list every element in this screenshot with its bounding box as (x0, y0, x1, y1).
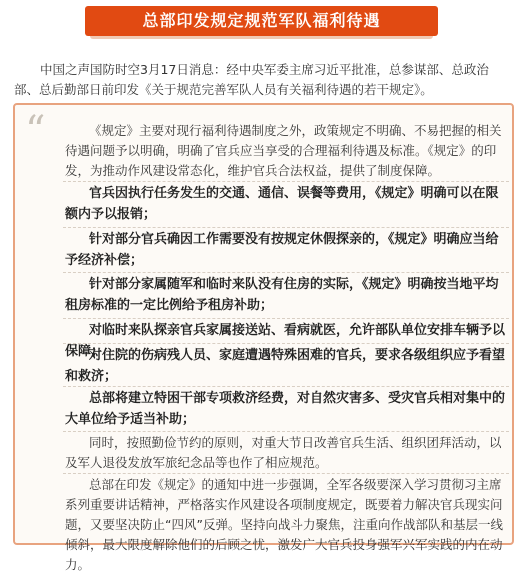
divider (63, 181, 509, 182)
divider (63, 343, 509, 344)
paragraph-item: 针对部分家属随军和临时来队没有住房的实际，《规定》明确按当地平均租房标准的一定比例给予租房补助； (65, 277, 499, 313)
quote-box (13, 103, 514, 572)
divider (63, 431, 509, 432)
divider (63, 386, 509, 387)
divider (63, 227, 509, 228)
article-title: 总部印发规定规范军队福利待遇 (142, 11, 381, 30)
paragraph-item: 对临时来队探亲官兵家属接送站、看病就医，允许部队单位安排车辆予以保障； (65, 323, 506, 359)
paragraph-item: 针对部分官兵确因工作需要没有按规定休假探亲的，《规定》明确应当给予经济补偿； (65, 232, 499, 268)
paragraph-closing: 总部在印发《规定》的通知中进一步强调，全军各级要深入学习贯彻习主席系列重要讲话精神，严格落实作风建设各项制度规定，既要着力解决官兵现实问题，又要坚决防止“四风”反弹。坚持向战斗力聚焦，注重向作战部队和基层一线倾斜，最大限度解除他们的后顾之忧，激发广大官兵投身强军兴军实践的内在动力。 (65, 477, 503, 572)
quote-mark-icon: “ (25, 108, 46, 154)
divider (63, 473, 509, 474)
paragraph-item: 官兵因执行任务发生的交通、通信、误餐等费用，《规定》明确可以在限额内予以报销； (65, 186, 499, 222)
title-banner (85, 6, 438, 36)
paragraph-intro: 《规定》主要对现行福利待遇制度之外，政策规定不明确、不易把握的相关待遇问题予以明确，明确了官兵应当享受的合理福利待遇及标准。《规定》的印发，为推动作风建设常态化，维护官兵合法权益，提供了制度保障。 (65, 123, 502, 178)
divider (63, 272, 509, 273)
header (0, 0, 525, 40)
divider (63, 318, 509, 319)
paragraph-item: 总部将建立特困干部专项救济经费，对自然灾害多、受灾官兵相对集中的大单位给予适当补助； (65, 391, 506, 427)
paragraph-item: 对住院的伤病残人员、家庭遭遇特殊困难的官兵，要求各级组织应予看望和救济； (65, 348, 506, 384)
paragraph-item: 同时，按照勤俭节约的原则，对重大节日改善官兵生活、组织团拜活动，以及军人退役发放军旅纪念品等也作了相应规范。 (65, 435, 502, 470)
lead-paragraph: 中国之声国防时空3月17日消息：经中央军委主席习近平批准，总参谋部、总政治部、总后勤部日前印发《关于规范完善军队人员有关福利待遇的若干规定》。 (14, 62, 489, 97)
